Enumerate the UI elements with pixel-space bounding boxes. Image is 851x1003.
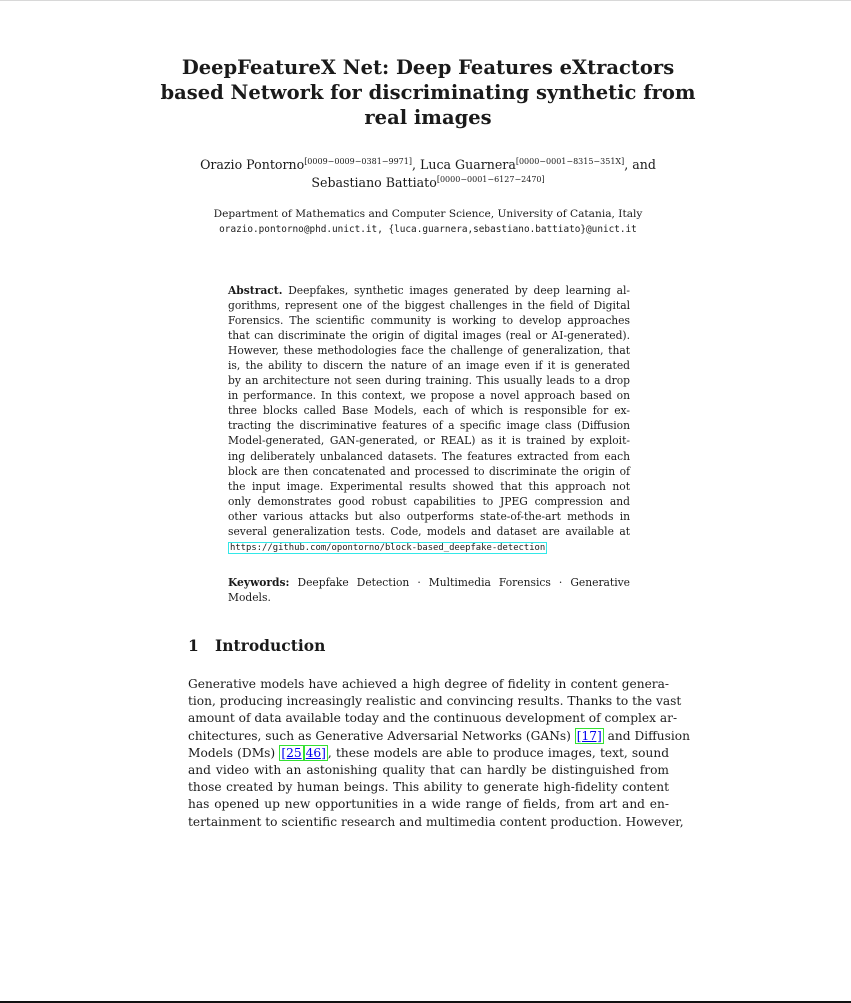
abstract-line: Forensics. The scientific community is working to develop approaches	[228, 314, 630, 328]
introduction-text	[188, 676, 690, 831]
body-text: Models (DMs)	[188, 745, 276, 760]
body-text: chitectures, such as Generative Adversarial Networks (GANs)	[188, 728, 571, 743]
body-text: and Diffusion	[607, 728, 690, 743]
abstract-line: ing deliberately unbalanced datasets. The features extracted from each	[228, 449, 630, 463]
orcid-id: [0009−0009−0381−9971]	[304, 157, 412, 166]
author-name: , Luca Guarnera	[411, 157, 516, 172]
body-line: amount of data available today and the continuous development of complex ar-	[188, 711, 678, 726]
abstract-text: Deepfakes, synthetic images generated by deep learning al-	[288, 284, 630, 297]
abstract-line: three blocks called Base Models, each of which is responsible for ex-	[228, 404, 630, 418]
author-emails: orazio.pontorno@phd.unict.it, {luca.guarnera,sebastiano.battiato}@unict.it	[219, 224, 637, 235]
body-line: has opened up new opportunities in a wide range of fields, from art and en-	[188, 797, 669, 812]
paper-title	[150, 55, 706, 130]
body-line: tertainment to scientific research and multimedia content production. However,	[188, 814, 684, 829]
section-heading	[188, 636, 668, 655]
abstract-line: only demonstrates good robust capabilities to JPEG compression and	[228, 494, 630, 508]
body-line: those created by human beings. This ability to generate high-fidelity content	[188, 780, 669, 795]
keywords-text: Deepfake Detection · Multimedia Forensics · Generative	[297, 576, 630, 589]
abstract	[228, 283, 630, 554]
abstract-line: block are then concatenated and processed to discriminate the origin of	[228, 464, 630, 478]
body-line	[188, 745, 669, 762]
section-number: 1	[188, 636, 199, 655]
abstract-line: tracting the discriminative features of a specific image class (Diffusion	[228, 419, 630, 433]
abstract-line: in performance. In this context, we propose a novel approach based on	[228, 389, 630, 403]
abstract-line: is, the ability to discern the nature of an image even if it is generated	[228, 359, 630, 373]
author-name: Orazio Pontorno	[200, 157, 305, 172]
department: Department of Mathematics and Computer Science, University of Catania, Italy	[213, 208, 643, 220]
body-line: and video with an astonishing quality that can hardly be distinguished from	[188, 762, 669, 777]
author-separator: , and	[624, 157, 656, 172]
keywords-label: Keywords:	[228, 576, 290, 589]
orcid-id: [0000−0001−8315−351X]	[515, 157, 625, 166]
citation-link[interactable]: [25	[281, 745, 302, 760]
abstract-line: other various attacks but also outperforms state-of-the-art methods in	[228, 509, 630, 523]
title-line: real images	[364, 106, 492, 129]
body-line	[188, 728, 690, 745]
keywords-line: Models.	[228, 591, 271, 605]
abstract-line	[228, 283, 630, 298]
affiliation	[150, 207, 706, 237]
orcid-id: [0000−0001−6127−2470]	[436, 175, 545, 184]
abstract-line: by an architecture not seen during training. This usually leads to a drop	[228, 374, 630, 388]
citation-link[interactable]: 46]	[305, 745, 326, 760]
body-line: Generative models have achieved a high degree of fidelity in content genera-	[188, 677, 669, 691]
abstract-line: However, these methodologies face the challenge of generalization, that	[228, 344, 630, 358]
keywords	[228, 575, 630, 605]
title-line: based Network for discriminating synthetic from	[160, 81, 696, 104]
body-text: , these models are able to produce images, text, sound	[327, 745, 670, 760]
abstract-line	[228, 539, 630, 554]
abstract-line: the input image. Experimental results showed that this approach not	[228, 479, 630, 493]
abstract-line: several generalization tests. Code, models and dataset are available at	[228, 524, 630, 538]
page-top-border	[0, 0, 851, 1]
author-list	[150, 156, 706, 192]
abstract-line: Model-generated, GAN-generated, or REAL) as it is trained by exploit-	[228, 434, 630, 448]
body-line: tion, producing increasingly realistic and convincing results. Thanks to the vast	[188, 694, 682, 709]
abstract-label: Abstract.	[228, 284, 283, 297]
keywords-line	[228, 575, 630, 590]
citation-link[interactable]: [17]	[576, 728, 602, 743]
section-title: Introduction	[215, 636, 326, 655]
title-line: DeepFeatureX Net: Deep Features eXtractors	[181, 56, 675, 79]
author-name: Sebastiano Battiato	[311, 175, 437, 190]
abstract-line: gorithms, represent one of the biggest challenges in the field of Digital	[228, 299, 630, 313]
abstract-line: that can discriminate the origin of digital images (real or AI-generated).	[228, 329, 630, 343]
code-repository-link[interactable]: https://github.com/opontorno/block-based_deepfake-detection	[230, 542, 546, 553]
